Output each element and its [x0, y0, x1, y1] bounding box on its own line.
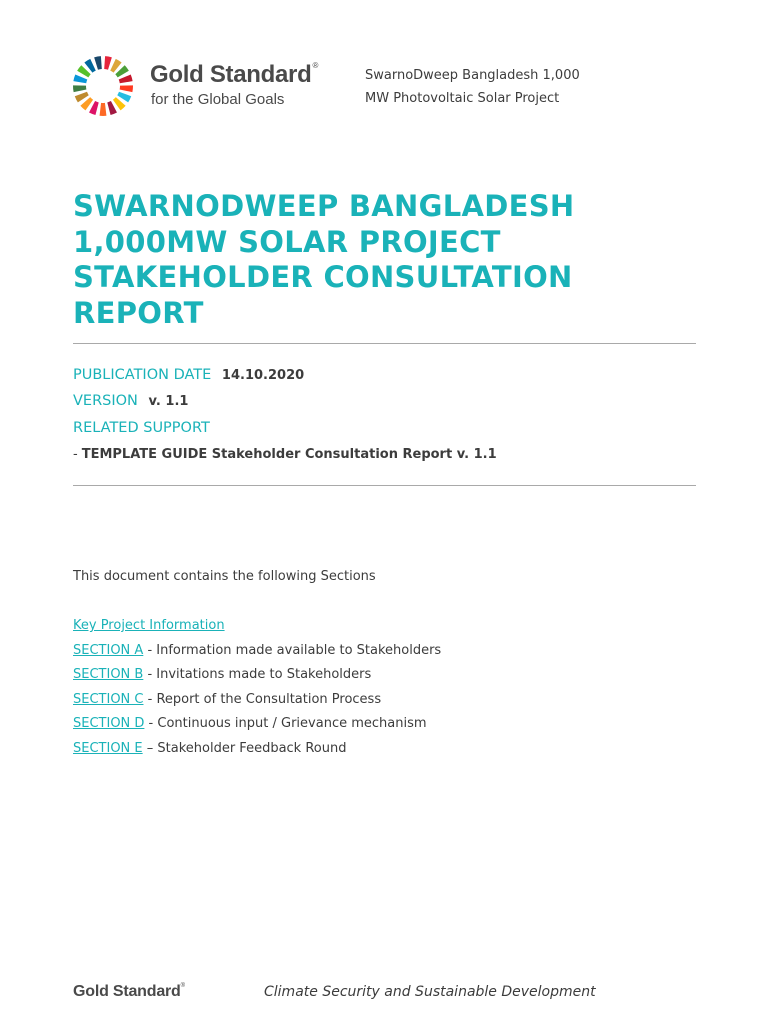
logo-wordmark-text: Gold Standard — [150, 61, 312, 88]
section-c-desc: - Report of the Consultation Process — [143, 691, 382, 707]
section-item-e — [73, 740, 441, 765]
title-line-1: SWARNODWEEP BANGLADESH — [73, 189, 575, 223]
section-item-key-project-information — [73, 617, 441, 642]
publication-date-row — [73, 367, 304, 383]
sdg-wheel-segment — [119, 75, 133, 84]
title-line-4: REPORT — [73, 295, 204, 330]
section-item-d — [73, 715, 441, 740]
contents-intro: This document contains the following Sections — [73, 569, 376, 584]
section-item-b — [73, 666, 441, 691]
sdg-wheel-segment — [104, 56, 112, 70]
header-project-line-2: MW Photovoltaic Solar Project — [365, 91, 560, 106]
related-support-label: RELATED SUPPORT — [73, 420, 210, 436]
related-support-row — [73, 420, 210, 436]
gold-standard-header-logo — [72, 55, 342, 119]
version-label: VERSION — [73, 393, 138, 409]
version-value: v. 1.1 — [148, 394, 189, 409]
divider-bottom — [73, 485, 696, 486]
publication-date-label: PUBLICATION DATE — [73, 367, 212, 383]
footer-logo-text: Gold Standard — [73, 983, 181, 1000]
sdg-wheel-segment — [100, 103, 107, 116]
related-support-template: TEMPLATE GUIDE Stakeholder Consultation Report v. 1.1 — [81, 447, 497, 462]
title-line-2: 1,000MW SOLAR PROJECT — [73, 224, 501, 259]
sdg-wheel-segment — [120, 85, 133, 92]
logo-registered-mark: ® — [312, 61, 319, 70]
logo-wordmark — [150, 61, 318, 89]
section-item-c — [73, 691, 441, 716]
section-b-desc: - Invitations made to Stakeholders — [143, 667, 372, 682]
sdg-wheel-segment — [73, 75, 87, 84]
section-d-desc: - Continuous input / Grievance mechanism — [144, 716, 427, 731]
section-a-link[interactable]: SECTION A — [73, 642, 144, 658]
related-support-dash: - — [73, 447, 78, 462]
section-a-desc: - Information made available to Stakeholders — [143, 642, 442, 658]
sdg-color-wheel-icon — [72, 55, 134, 117]
key-project-information-link[interactable]: Key Project Information — [73, 618, 225, 633]
section-e-link[interactable]: SECTION E — [73, 740, 143, 756]
section-b-link[interactable]: SECTION B — [73, 667, 144, 682]
footer-registered-mark: ® — [180, 983, 185, 989]
version-row — [73, 393, 188, 409]
header-project-line-1: SwarnoDweep Bangladesh 1,000 — [365, 68, 580, 83]
section-c-link[interactable]: SECTION C — [73, 691, 144, 707]
section-item-a — [73, 642, 441, 667]
section-d-link[interactable]: SECTION D — [73, 716, 145, 731]
sdg-wheel-segment — [94, 56, 102, 70]
section-e-desc: – Stakeholder Feedback Round — [142, 740, 347, 756]
sections-list — [73, 617, 441, 764]
footer-logo — [73, 983, 185, 1001]
logo-tagline: for the Global Goals — [151, 91, 285, 108]
footer-tagline: Climate Security and Sustainable Development — [264, 984, 596, 1000]
document-title — [73, 189, 703, 331]
sdg-wheel-segment — [73, 85, 86, 92]
publication-date-value: 14.10.2020 — [221, 368, 305, 383]
divider-top — [73, 343, 696, 344]
related-support-item — [73, 447, 497, 462]
title-line-3: STAKEHOLDER CONSULTATION — [73, 260, 573, 294]
header-project-name — [365, 64, 625, 110]
